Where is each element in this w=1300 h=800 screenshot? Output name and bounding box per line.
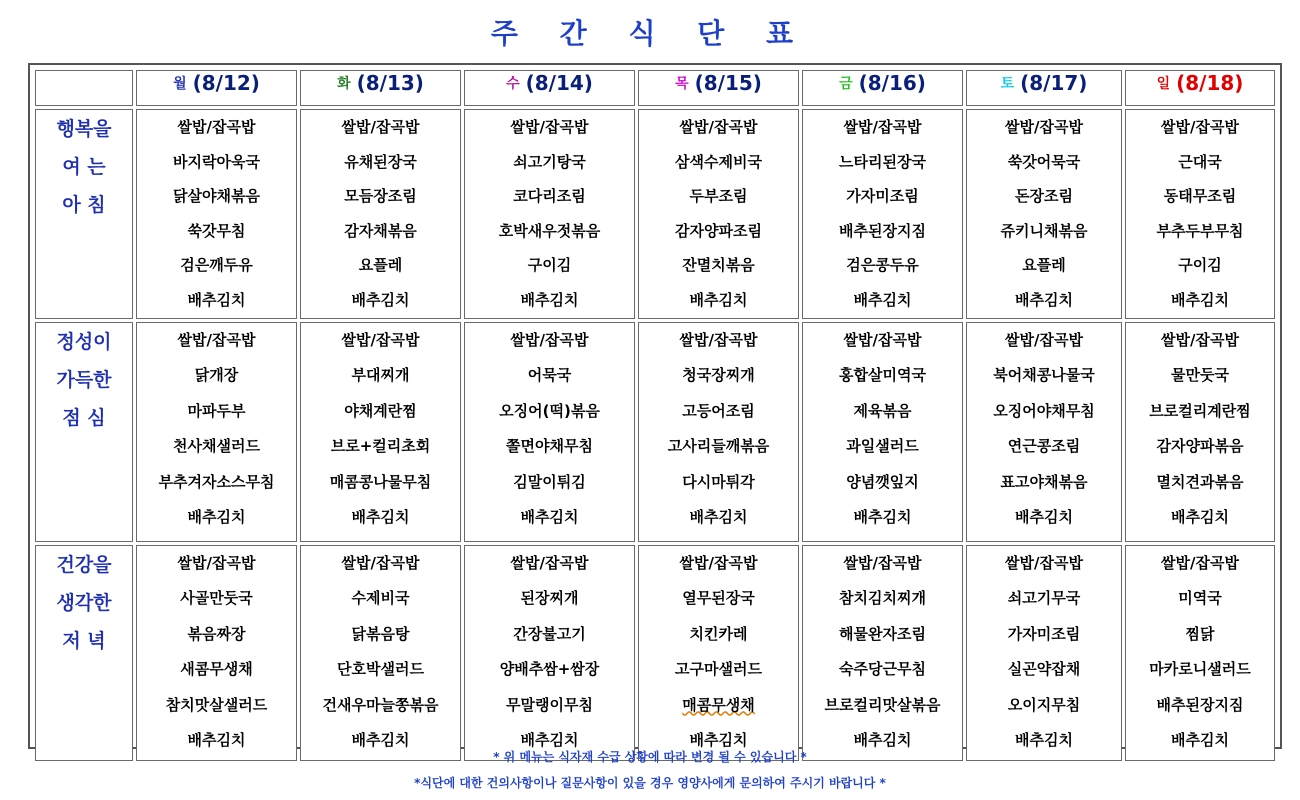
- day-date: (8/17): [1020, 71, 1088, 95]
- menu-item: 쌀밥/잡곡밥: [843, 553, 922, 572]
- menu-item: 어묵국: [527, 366, 572, 385]
- menu-cell: [136, 109, 297, 319]
- meal-label-line: 가득한: [56, 368, 112, 391]
- meal-label-line: 점 심: [62, 406, 106, 429]
- menu-cell: [464, 545, 635, 761]
- menu-item: 쑥갓무침: [187, 221, 246, 240]
- menu-cell: [464, 322, 635, 542]
- weekday-icon: 월: [173, 76, 187, 92]
- weekday-icon: 화: [337, 76, 351, 92]
- menu-item: 삼색수제비국: [675, 152, 762, 171]
- meal-row-0: [35, 109, 1275, 319]
- menu-item: 브로컬리맛살볶음: [824, 695, 941, 714]
- meal-row-2: [35, 545, 1275, 761]
- menu-item: [639, 688, 798, 724]
- day-header-2: [464, 70, 635, 106]
- menu-item: 배추김치: [351, 731, 410, 750]
- weekday-icon: 수: [506, 76, 520, 92]
- day-header-3: [638, 70, 799, 106]
- menu-cell: [136, 322, 297, 542]
- menu-item: 북어채콩나물국: [993, 366, 1095, 385]
- menu-item: 다시마튀각: [682, 472, 755, 491]
- menu-item: 쌀밥/잡곡밥: [510, 553, 589, 572]
- menu-item: 배추김치: [520, 731, 579, 750]
- meal-label: [35, 545, 133, 761]
- menu-item: 쇠고기무국: [1007, 589, 1081, 608]
- menu-item: 쑥갓어묵국: [1007, 152, 1081, 171]
- menu-item: 열무된장국: [682, 589, 755, 608]
- menu-item: 오징어야채무침: [993, 401, 1095, 420]
- menu-item: 쌀밥/잡곡밥: [177, 118, 256, 136]
- menu-item: 부대찌개: [351, 366, 410, 385]
- meal-label-line: 저 녁: [62, 629, 106, 652]
- menu-item: 쌀밥/잡곡밥: [679, 330, 758, 349]
- menu-item: 미역국: [1178, 589, 1222, 608]
- menu-item: 쌀밥/잡곡밥: [1161, 118, 1239, 136]
- menu-item: 모듬장조림: [344, 187, 417, 206]
- day-header-4: [802, 70, 963, 106]
- menu-item: 배추김치: [1171, 508, 1229, 527]
- weekday-icon: 목: [675, 76, 689, 92]
- menu-item: 배추김치: [1171, 731, 1229, 750]
- menu-item: 가자미조림: [1007, 624, 1081, 643]
- menu-item: 배추김치: [689, 508, 748, 527]
- menu-item: 바지락아욱국: [173, 152, 260, 171]
- menu-item: 브로+컬리초회: [330, 437, 431, 456]
- menu-item: 쥬키니채볶음: [1000, 221, 1088, 240]
- menu-item: 쌀밥/잡곡밥: [1005, 330, 1083, 349]
- menu-item-text: 매콤무생채: [682, 695, 755, 714]
- menu-cell: [966, 109, 1122, 319]
- day-header-1: [300, 70, 461, 106]
- day-date: (8/15): [694, 71, 762, 95]
- menu-item: 쌀밥/잡곡밥: [510, 118, 589, 136]
- menu-item: 된장찌개: [520, 589, 579, 608]
- menu-item: 쇠고기탕국: [513, 152, 586, 171]
- menu-item: 참치맛살샐러드: [165, 695, 268, 714]
- menu-item: 가자미조림: [846, 187, 919, 206]
- menu-item: 돈장조림: [1015, 187, 1073, 206]
- menu-item: 닭개장: [194, 366, 239, 385]
- menu-item: 표고야채볶음: [1000, 472, 1088, 491]
- menu-cell: [802, 545, 963, 761]
- menu-item: 해물완자조림: [839, 624, 926, 643]
- menu-item: 호박새우젓볶음: [498, 221, 601, 240]
- menu-item: 배추김치: [351, 508, 410, 527]
- menu-item: 쌀밥/잡곡밥: [1161, 553, 1239, 572]
- inquiry-note: *식단에 대한 건의사항이나 질문사항이 있을 경우 영양사에게 문의하여 주시기 바랍니다 *: [414, 776, 886, 790]
- menu-item: 동태무조림: [1163, 187, 1237, 206]
- menu-item: 연근콩조림: [1007, 437, 1081, 456]
- menu-item: 멸치견과볶음: [1156, 472, 1244, 491]
- menu-item: 배추김치: [187, 731, 246, 750]
- menu-item: 쌀밥/잡곡밥: [510, 330, 589, 349]
- menu-item: 부추겨자소스무침: [158, 472, 275, 491]
- meal-label: [35, 322, 133, 542]
- day-date: (8/18): [1176, 71, 1244, 95]
- menu-item: 배추김치: [351, 290, 410, 309]
- menu-item: 치킨카레: [689, 624, 748, 643]
- menu-item: 쌀밥/잡곡밥: [843, 118, 922, 136]
- day-header-6: [1125, 70, 1275, 106]
- menu-item: 닭볶음탕: [351, 624, 410, 643]
- menu-cell: [638, 322, 799, 542]
- menu-item: 감자양파볶음: [1156, 437, 1244, 456]
- menu-item: 배추김치: [853, 508, 912, 527]
- menu-item: 배추김치: [187, 508, 246, 527]
- menu-item: 코다리조림: [513, 187, 586, 206]
- menu-item: 요플레: [358, 256, 403, 275]
- menu-item: 마파두부: [187, 401, 246, 420]
- menu-item: 쫄면야채무침: [506, 437, 593, 456]
- menu-item: 두부조림: [689, 187, 748, 206]
- menu-item: 간장불고기: [513, 624, 586, 643]
- menu-item: 고등어조림: [682, 401, 755, 420]
- menu-item: 배추김치: [1171, 290, 1229, 309]
- menu-item: 찜닭: [1185, 624, 1215, 643]
- menu-item: 검은콩두유: [846, 256, 919, 275]
- menu-cell: [1125, 545, 1275, 761]
- menu-item: 쌀밥/잡곡밥: [177, 553, 256, 572]
- menu-cell: [1125, 109, 1275, 319]
- day-date: (8/13): [356, 71, 424, 95]
- menu-item: 천사채샐러드: [173, 437, 260, 456]
- menu-item: 야채계란찜: [344, 401, 417, 420]
- menu-item: 쌀밥/잡곡밥: [679, 553, 758, 572]
- menu-item: 배추김치: [689, 290, 748, 309]
- menu-item: 양념깻잎지: [846, 472, 919, 491]
- menu-cell: [638, 545, 799, 761]
- menu-cell: [300, 109, 461, 319]
- menu-item: 배추김치: [520, 508, 579, 527]
- menu-item: 단호박샐러드: [337, 660, 424, 679]
- menu-item: 근대국: [1178, 152, 1222, 171]
- menu-item: 건새우마늘쫑볶음: [322, 695, 439, 714]
- page-title: 주 간 식 단 표: [490, 17, 810, 50]
- menu-item: 참치김치찌개: [839, 589, 926, 608]
- menu-item: 쌀밥/잡곡밥: [1005, 553, 1083, 572]
- weekly-menu-table: [32, 67, 1278, 764]
- menu-item: 배추김치: [853, 290, 912, 309]
- meal-label-line: 정성이: [56, 330, 112, 353]
- menu-item: 쌀밥/잡곡밥: [341, 118, 420, 136]
- menu-item: 쌀밥/잡곡밥: [679, 118, 758, 136]
- menu-item: 고사리들깨볶음: [667, 437, 770, 456]
- menu-item: 배추김치: [187, 290, 246, 309]
- weekday-icon: 토: [1000, 76, 1015, 92]
- menu-item: 과일샐러드: [846, 437, 919, 456]
- meal-label: [35, 109, 133, 319]
- menu-item: 느타리된장국: [839, 152, 926, 171]
- menu-item: 오이지무침: [1007, 695, 1081, 714]
- menu-item: 구이김: [527, 256, 572, 275]
- menu-item: 홍합살미역국: [839, 366, 926, 385]
- menu-item: 매콤콩나물무침: [329, 472, 432, 491]
- menu-cell: [1125, 322, 1275, 542]
- menu-item: 쌀밥/잡곡밥: [177, 330, 256, 349]
- menu-item: 검은깨두유: [180, 256, 253, 275]
- menu-cell: [638, 109, 799, 319]
- menu-cell: [802, 322, 963, 542]
- menu-item: 감자양파조림: [675, 221, 762, 240]
- menu-item: 닭살야채볶음: [173, 187, 260, 206]
- menu-item: 배추김치: [1015, 508, 1073, 527]
- weekday-icon: 일: [1156, 76, 1171, 92]
- menu-cell: [464, 109, 635, 319]
- meal-label-line: 행복을: [56, 118, 112, 140]
- menu-item: 무말랭이무침: [506, 695, 593, 714]
- menu-item: 구이김: [1178, 256, 1222, 275]
- corner-cell: [35, 70, 133, 106]
- menu-item: 배추김치: [1015, 731, 1073, 750]
- menu-item: 사골만둣국: [180, 589, 253, 608]
- menu-cell: [802, 109, 963, 319]
- menu-item: 배추김치: [1015, 290, 1073, 309]
- menu-item: 쌀밥/잡곡밥: [341, 330, 420, 349]
- menu-cell: [300, 322, 461, 542]
- meal-label-line: 건강을: [56, 553, 112, 576]
- menu-item: 배추김치: [853, 731, 912, 750]
- meal-label-line: 여 는: [62, 156, 106, 178]
- day-date: (8/14): [525, 71, 593, 95]
- menu-item: 마카로니샐러드: [1149, 660, 1251, 679]
- menu-table-frame: [28, 63, 1282, 749]
- menu-item: 쌀밥/잡곡밥: [843, 330, 922, 349]
- menu-item: 배추된장지짐: [1156, 695, 1244, 714]
- day-header-5: [966, 70, 1122, 106]
- menu-item: 배추된장지짐: [839, 221, 926, 240]
- menu-item: 고구마샐러드: [675, 660, 762, 679]
- menu-change-note: * 위 메뉴는 식자재 수급 상황에 따라 변경 될 수 있습니다 *: [493, 750, 807, 764]
- day-date: (8/12): [192, 71, 260, 95]
- menu-item: 쌀밥/잡곡밥: [341, 553, 420, 572]
- menu-item: 양배추쌈+쌈장: [499, 660, 600, 679]
- menu-cell: [966, 545, 1122, 761]
- menu-item: 배추김치: [689, 731, 748, 750]
- menu-item: 청국장찌개: [682, 366, 755, 385]
- menu-cell: [966, 322, 1122, 542]
- menu-item: 부추두부무침: [1156, 221, 1244, 240]
- menu-item: 쌀밥/잡곡밥: [1005, 118, 1083, 136]
- menu-item: 배추김치: [520, 290, 579, 309]
- day-header-0: [136, 70, 297, 106]
- day-date: (8/16): [858, 71, 926, 95]
- menu-cell: [300, 545, 461, 761]
- menu-item: 잔멸치볶음: [682, 256, 755, 275]
- menu-item: 제육볶음: [853, 401, 912, 420]
- menu-item: 유채된장국: [344, 152, 417, 171]
- menu-item: 볶음짜장: [187, 624, 246, 643]
- menu-item: 물만둣국: [1171, 366, 1229, 385]
- menu-item: 브로컬리계란찜: [1149, 401, 1251, 420]
- meal-label-line: 생각한: [56, 591, 112, 614]
- menu-item: 김말이튀김: [513, 472, 586, 491]
- meal-label-line: 아 침: [62, 194, 106, 216]
- menu-item: 새콤무생채: [180, 660, 253, 679]
- menu-item: 오징어(떡)볶음: [499, 401, 600, 420]
- menu-item: 숙주당근무침: [839, 660, 926, 679]
- weekday-icon: 금: [839, 76, 853, 92]
- menu-item: 감자채볶음: [344, 221, 417, 240]
- menu-item: 요플레: [1022, 256, 1066, 275]
- menu-item: 수제비국: [351, 589, 410, 608]
- menu-item: 쌀밥/잡곡밥: [1161, 330, 1239, 349]
- menu-cell: [136, 545, 297, 761]
- meal-row-1: [35, 322, 1275, 542]
- header-row: [35, 70, 1275, 106]
- menu-item: 실곤약잡채: [1007, 660, 1081, 679]
